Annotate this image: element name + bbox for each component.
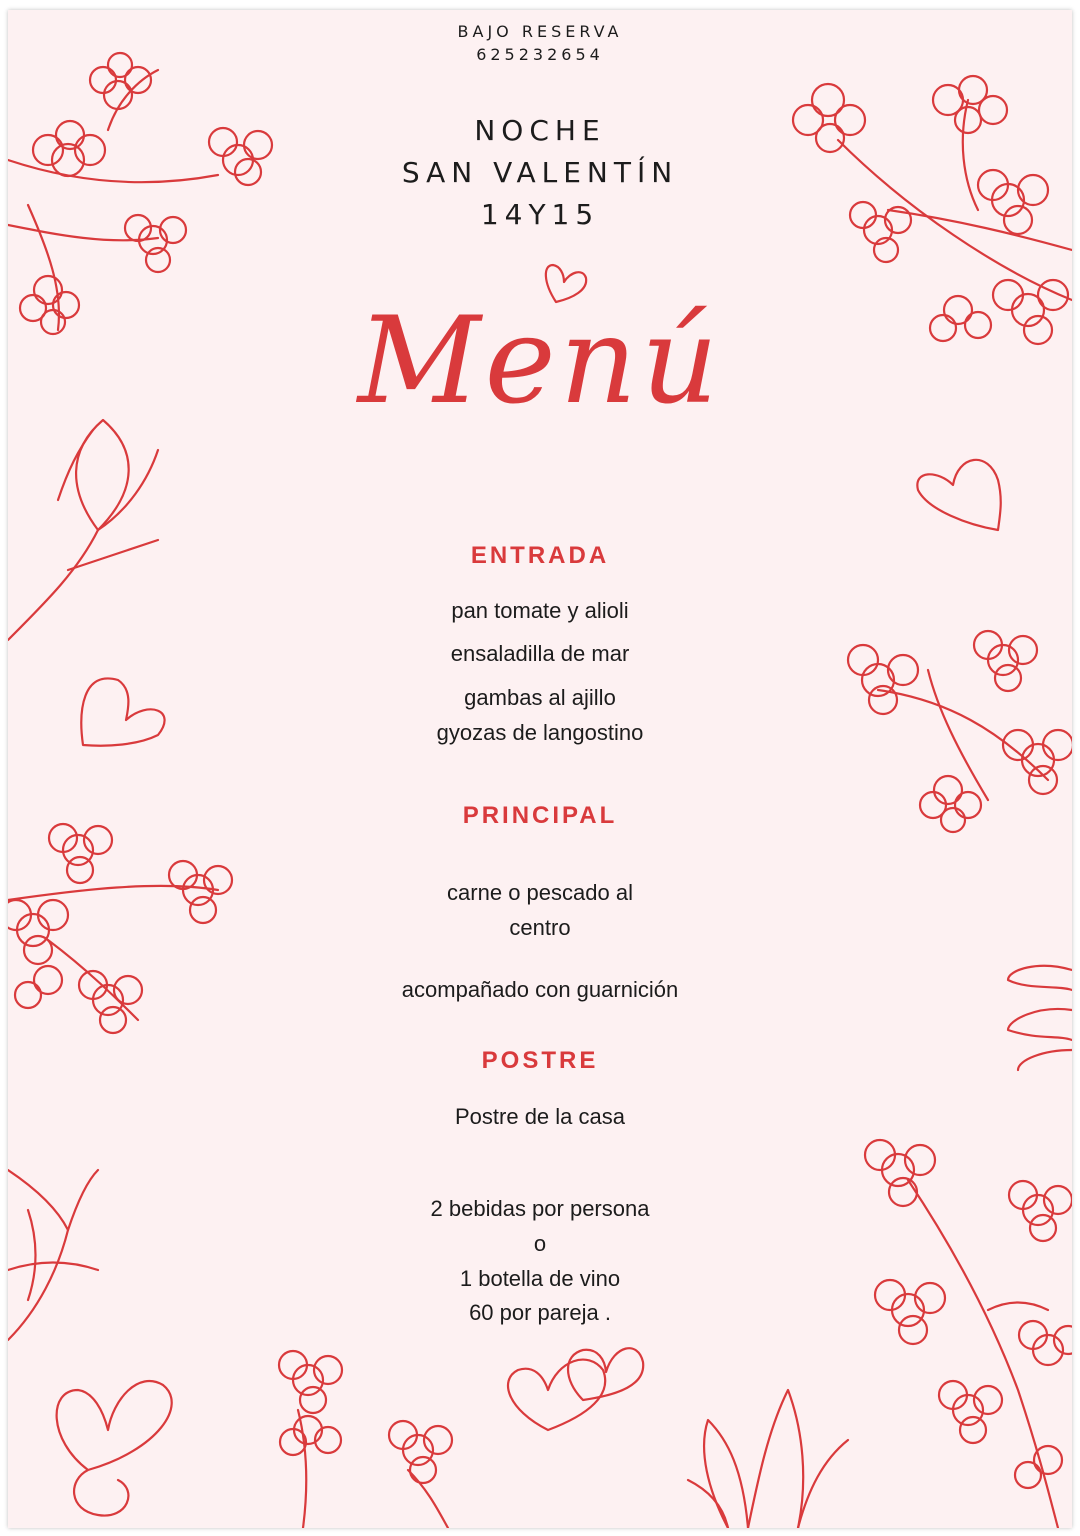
drinks-line: 1 botella de vino [459,1266,621,1291]
menu-page [8,10,1072,1528]
heart-icon [57,1381,172,1516]
flower-branch-icon [279,1351,452,1528]
section-heading-postre: POSTRE [481,1047,599,1074]
price-line: 60 por pareja . [469,1300,611,1325]
title-line: NOCHE [474,114,606,147]
section-heading-principal: PRINCIPAL [462,802,618,829]
section-heading-entrada: ENTRADA [470,542,610,569]
menu-item: carne o pescado al [447,880,633,905]
menu-heading: Menú [357,292,723,431]
menu-item: Postre de la casa [455,1104,625,1129]
page-title [8,110,1072,236]
phone-number: 625232654 [476,45,604,64]
menu-item: ensaladilla de mar [450,641,630,666]
heart-icon [508,1348,643,1430]
menu-item: centro [509,915,571,940]
reservation-info [8,20,1072,66]
reserve-line: BAJO RESERVA [457,22,623,41]
menu-item: gyozas de langostino [436,720,644,745]
menu-item: gambas al ajillo [464,685,616,710]
heart-icon [917,460,1000,530]
menu-item: acompañado con guarnición [401,977,679,1002]
menu-item: pan tomate y alioli [451,598,629,623]
title-line: 14Y15 [480,198,600,231]
drinks-line: o [533,1231,547,1256]
drinks-line: 2 bebidas por persona [430,1196,650,1221]
title-line: SAN VALENTÍN [401,156,679,189]
tulip-icon [688,1390,848,1528]
